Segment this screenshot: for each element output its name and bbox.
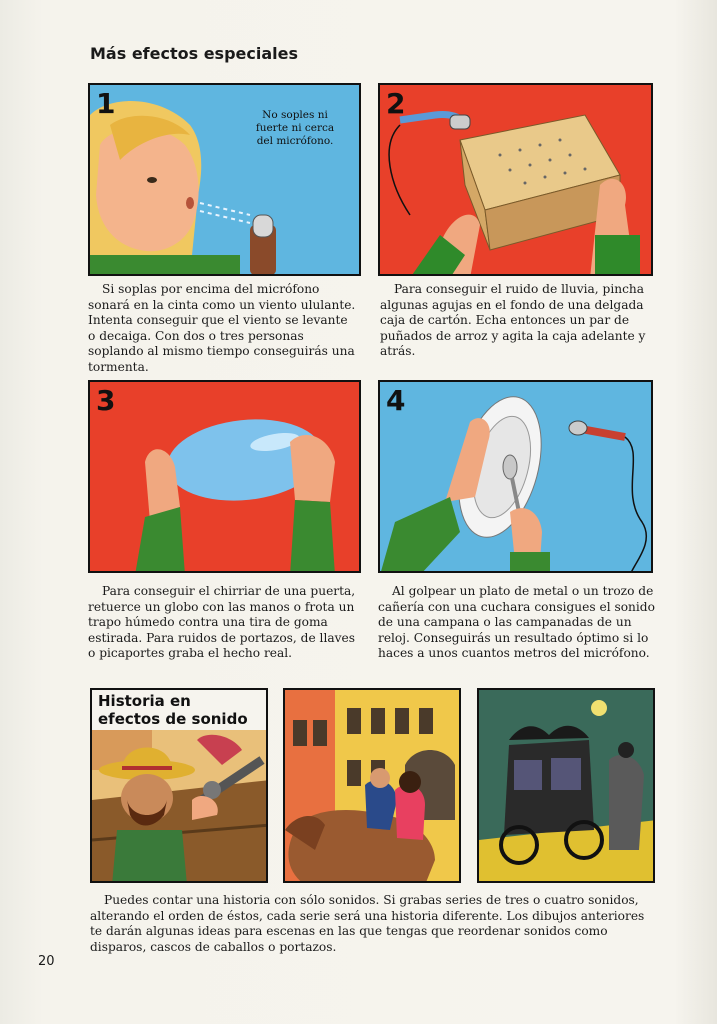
horse-riders-illustration — [285, 690, 461, 883]
balloon-illustration — [90, 382, 361, 573]
panel-number: 3 — [96, 384, 116, 417]
caption-2: Para conseguir el ruido de lluvia, pincha algunas agujas en el fondo de una delgada caja de cartón. Echa entonces un par de puñados de arroz y agita la caja adelante y atrás. — [380, 282, 646, 358]
caption-1: Si soplas por encima del micrófono sonará en la cinta como un viento ululante. Intenta conseguir que el viento se levante o decaiga. Con dos o tres personas soplando al mismo tiempo conseguirás una tormenta. — [88, 282, 356, 374]
story-panel-stagecoach — [477, 688, 655, 883]
story-title-line-1: Historia en — [98, 692, 191, 710]
panel-number: 2 — [386, 87, 406, 120]
story-panel-riders — [283, 688, 461, 883]
page-title: Más efectos especiales — [90, 44, 298, 63]
panel-3-illustration — [88, 380, 361, 573]
stagecoach-illustration — [479, 690, 655, 883]
panel-number: 1 — [96, 87, 116, 120]
panel-2-illustration — [378, 83, 653, 276]
bottom-paragraph: Puedes contar una historia con sólo sonidos. Si grabas series de tres o cuatro sonidos, alterando el orden de éstos, cada serie será una historia diferente. Los dibujos anteriores te darán algunas ideas para escenas en las que tengas que reordenar sonidos como disparos, cascos de caballos o portazos. — [90, 893, 645, 954]
story-title — [96, 692, 250, 728]
story-panel-cowboy — [90, 688, 268, 883]
caption-4: Al golpear un plato de metal o un trozo de cañería con una cuchara consigues el sonido de una campana o las campanadas de un reloj. Conseguirás un resultado óptimo si lo haces a unos cuantos metros del micrófono. — [378, 584, 655, 660]
caption-3: Para conseguir el chirriar de una puerta, retuerce un globo con las manos o frota un trapo húmedo contra una tira de goma estirada. Para ruidos de portazos, de llaves o picaportes graba el hecho real. — [88, 584, 356, 660]
rain-box-illustration — [380, 85, 653, 276]
story-title-line-2: efectos de sonido — [98, 710, 248, 728]
speech-text: No soples ni fuerte ni cerca del micrófono. — [255, 109, 335, 147]
panel-1-illustration — [88, 83, 361, 276]
plate-spoon-illustration — [380, 382, 653, 573]
panel-4-illustration — [378, 380, 653, 573]
page-number: 20 — [38, 954, 55, 969]
panel-number: 4 — [386, 384, 406, 417]
